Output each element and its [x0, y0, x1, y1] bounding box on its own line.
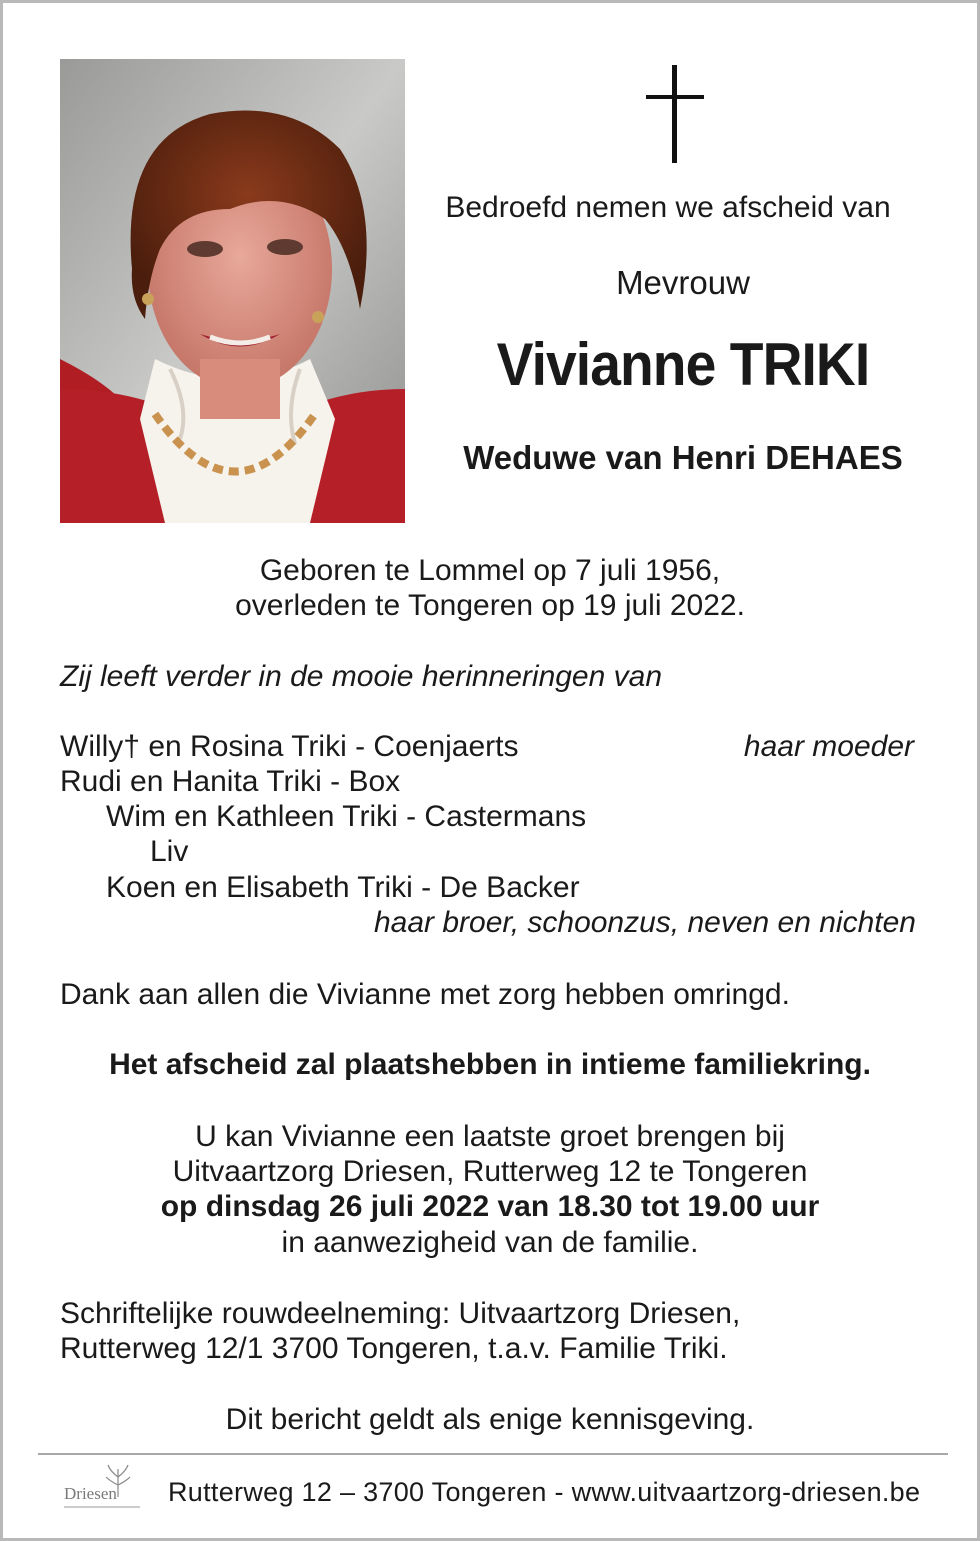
honorific: Mevrouw [616, 264, 750, 301]
visit-line: in aanwezigheid van de familie. [281, 1226, 699, 1259]
farewell-line: Het afscheid zal plaatshebben in intieme familiekring. [109, 1048, 871, 1081]
portrait-photo [60, 59, 405, 523]
logo-text: Driesen [64, 1484, 117, 1503]
family-row: Rudi en Hanita Triki - Box [60, 765, 401, 798]
visit-date: op dinsdag 26 juli 2022 van 18.30 tot 19.00 uur [160, 1190, 820, 1223]
portrait-image [60, 59, 405, 523]
family-row: Wim en Kathleen Triki - Castermans [106, 800, 587, 833]
family-row: Liv [150, 835, 189, 868]
birth-line: Geboren te Lommel op 7 juli 1956, [259, 554, 721, 587]
spouse-line: Weduwe van Henri DEHAES [463, 439, 903, 476]
relation-family: haar broer, schoonzus, neven en nichten [373, 906, 916, 939]
relation-mother: haar moeder [743, 730, 914, 763]
family-row: Koen en Elisabeth Triki - De Backer [106, 871, 580, 904]
memories-intro: Zij leeft verder in de mooie herinneringen van [60, 660, 663, 693]
thanks-line: Dank aan allen die Vivianne met zorg hebben omringd. [60, 978, 790, 1011]
death-line: overleden te Tongeren op 19 juli 2022. [235, 589, 745, 622]
visit-line: Uitvaartzorg Driesen, Rutterweg 12 te Tongeren [172, 1155, 808, 1188]
visit-line: U kan Vivianne een laatste groet brengen bij [195, 1120, 785, 1153]
funeral-home-logo [60, 1463, 150, 1523]
deceased-name: Vivianne TRIKI [496, 331, 870, 398]
footer-divider [38, 1453, 948, 1455]
family-row: Willy† en Rosina Triki - Coenjaerts [60, 730, 519, 763]
cross-icon [646, 65, 706, 163]
condolence-line: Rutterweg 12/1 3700 Tongeren, t.a.v. Familie Triki. [60, 1332, 728, 1365]
condolence-line: Schriftelijke rouwdeelneming: Uitvaartzorg Driesen, [60, 1297, 741, 1330]
footer-address[interactable]: Rutterweg 12 – 3700 Tongeren - www.uitvaartzorg-driesen.be [168, 1477, 921, 1507]
intro-text: Bedroefd nemen we afscheid van [445, 191, 891, 224]
notice-line: Dit bericht geldt als enige kennisgeving. [225, 1403, 755, 1436]
